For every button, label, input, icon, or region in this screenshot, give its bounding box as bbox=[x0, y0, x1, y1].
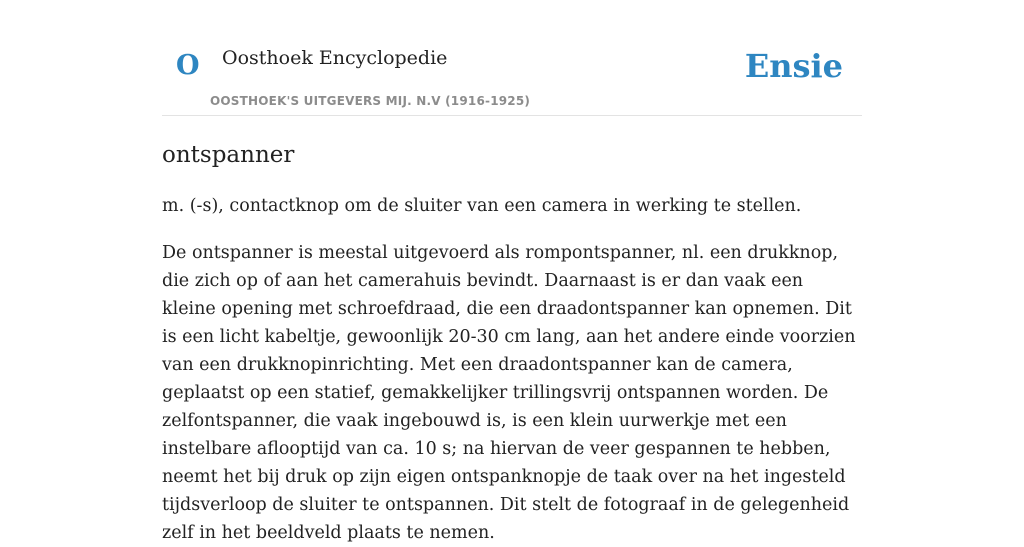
book-title-link[interactable]: Oosthoek Encyclopedie bbox=[222, 47, 448, 69]
article-page bbox=[162, 0, 862, 547]
book-letter[interactable]: O bbox=[176, 50, 200, 81]
site-logo[interactable]: Ensie bbox=[744, 47, 843, 85]
article-headword: ontspanner bbox=[162, 142, 295, 168]
article-definition: m. (-s), contactknop om de sluiter van een camera in werking te stellen. bbox=[162, 196, 802, 216]
book-header bbox=[162, 0, 862, 116]
publisher-label: OOSTHOEK'S UITGEVERS MIJ. N.V (1916-1925) bbox=[210, 94, 531, 108]
article-body: De ontspanner is meestal uitgevoerd als rompontspanner, nl. een drukknop, die zich op of aan het camerahuis bevindt. Daarnaast is er dan vaak een kleine opening met schroefdraad, die een draadontspanner kan opnemen. Dit is een licht kabeltje, gewoonlijk 20-30 cm lang, aan het andere einde voorzien van een drukknopinrichting. Met een draadontspanner kan de camera, geplaatst op een statief, gemakkelijker trillingsvrij ontspannen worden. De zelfontspanner, die vaak ingebouwd is, is een klein uurwerkje met een instelbare aflooptijd van ca. 10 s; na hiervan de veer gespannen te hebben, neemt het bij druk op zijn eigen ontspanknopje de taak over na het ingesteld tijdsverloop de sluiter te ontspannen. Dit stelt de fotograaf in de gelegenheid zelf in het beeldveld plaats te nemen. bbox=[162, 243, 856, 543]
